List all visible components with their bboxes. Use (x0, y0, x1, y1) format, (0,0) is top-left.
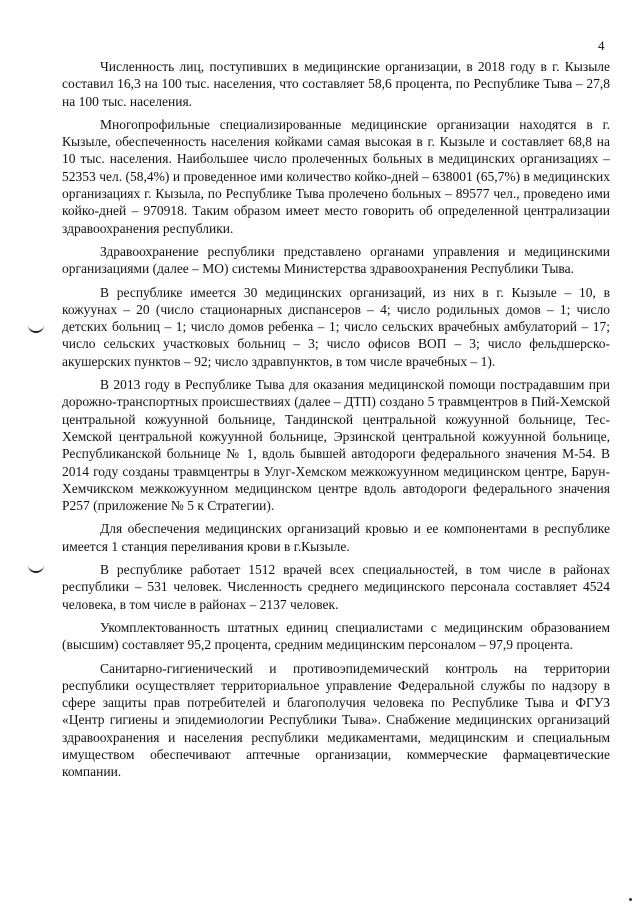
paragraph-admissions: Численность лиц, поступивших в медицинские организации, в 2018 году в г. Кызыле составил 16,3 на 100 тыс. населения, что составляет 58,6 процента, по Республике Тыва – 27,8 на 100 тыс. населения. (62, 59, 610, 109)
margin-mark (28, 325, 44, 333)
paragraph-sanitary-control: Санитарно-гигиенический и противоэпидемический контроль на территории республики осуществляет территориальное управление Федеральной службы по надзору в сфере защиты прав потребителей и благополучия человека по Республике Тыва и ФГУЗ «Центр гигиены и эпидемиологии Республики Тыва». Снабжение медицинских организаций здравоохранения и населения республики медикаментами, медицинским и специальным имуществом обеспечивают аптечные организации, коммерческие фармацевтические компании. (62, 660, 610, 780)
paragraph-organization-count: В республике имеется 30 медицинских организаций, из них в г. Кызыле – 10, в кожуунах – 20 (число стационарных диспансеров – 4; число родильных домов – 1; число детских больниц – 1; число домов ребенка – 1; число сельских врачебных амбулаторий – 17; число сельских участковых больниц – 3; число офисов ВОП – 3; число фельдшерско-акушерских пунктов – 92; число здравпунктов, в том числе врачебных – 1). (62, 284, 610, 369)
margin-mark (28, 565, 44, 573)
paragraph-physicians: В республике работает 1512 врачей всех специальностей, в том числе в районах республики – 531 человек. Численность среднего медицинского персонала составляет 4524 человека, в том числе в районах – 2137 человек. (62, 562, 610, 612)
paragraph-multiprofile-organizations: Многопрофильные специализированные медицинские организации находятся в г. Кызыле, обеспеченность населения койками самая высокая в г. Кызыле и составляет 68,8 на 10 тыс. населения. Наибольшее число пролеченных больных в медицинских организациях – 52353 чел. (58,4%) и проведенное ими количество койко-дней – 638001 (65,7%) в медицинских организациях г. Кызыла, по Республике Тыва пролечено больных – 89577 чел., проведено ими койко-дней – 970918. Таким образом имеет место говорить об определенной централизации здравоохранения республики. (62, 116, 610, 236)
paragraph-staffing: Укомплектованность штатных единиц специалистами с медицинским образованием (высшим) составляет 95,2 процента, средним медицинским персоналом – 97,9 процента. (62, 619, 610, 653)
paragraph-trauma-centers: В 2013 году в Республике Тыва для оказания медицинской помощи пострадавшим при дорожно-транспортных происшествиях (далее – ДТП) создано 5 травмцентров в Пий-Хемской центральной кожуунной больнице, Тандинской центральной кожуунной больнице, Тес-Хемской центральной кожуунной больнице, Эрзинской центральной кожуунной больнице, Республиканской больнице № 1, вдоль бывшей автодороги федерального значения М-54. В 2014 году созданы травмцентры в Улуг-Хемском межкожуунном медицинском центре, Барун-Хемчикском межкожуунном медицинском центре вдоль автодороги федерального значения Р257 (приложение № 5 к Стратегии). (62, 377, 610, 514)
page-number: 4 (598, 38, 605, 53)
scan-artifact (629, 898, 632, 901)
document-body (62, 58, 610, 787)
paragraph-blood-station: Для обеспечения медицинских организаций кровью и ее компонентами в республике имеется 1 станция переливания крови в г.Кызыле. (62, 521, 610, 554)
paragraph-healthcare-structure: Здравоохранение республики представлено органами управления и медицинскими организациями (далее – МО) системы Министерства здравоохранения Республики Тыва. (62, 243, 610, 277)
